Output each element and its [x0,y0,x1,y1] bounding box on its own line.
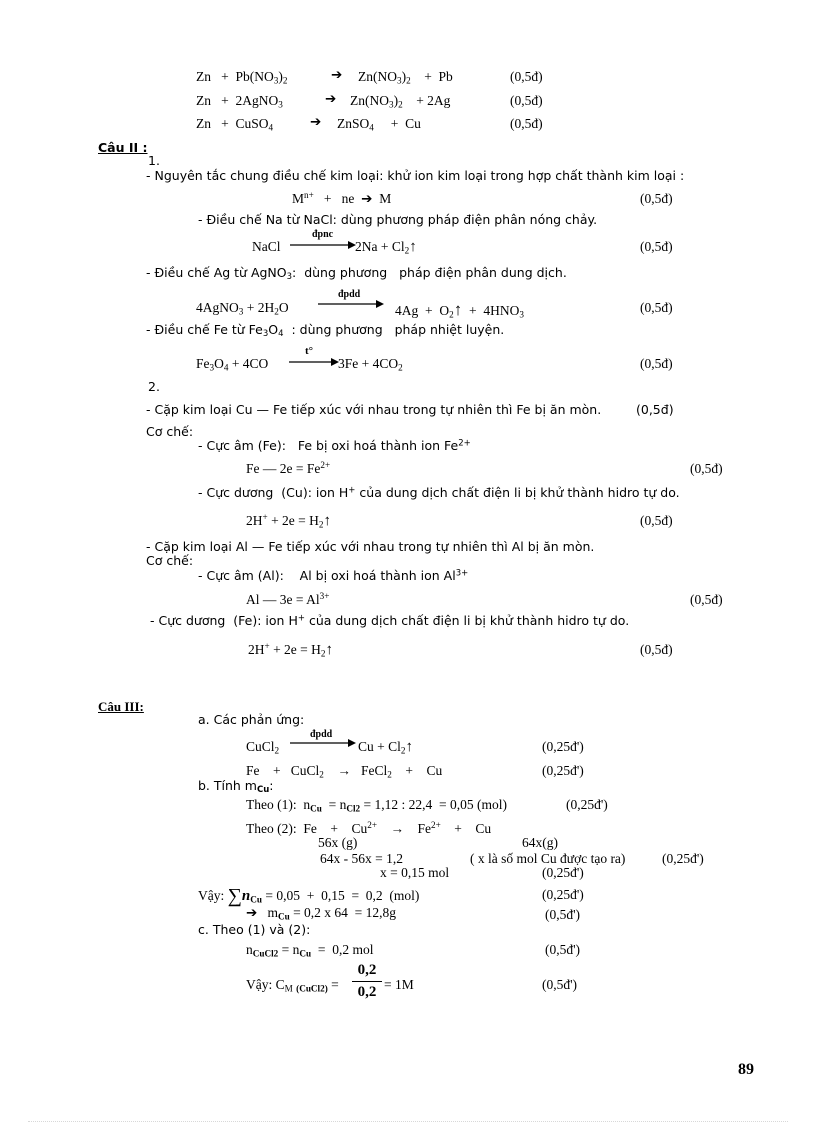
score: (0,5đ') [545,942,581,957]
na-method-text: - Điều chế Na từ NaCl: dùng phương pháp điện phân nóng chảy. [198,212,598,227]
al-anode-text: - Cực âm (Al): Al bị oxi hoá thành ion $Al^{3+}$ [198,568,469,583]
score: (0,5đ) [640,191,673,206]
arrow-icon: ➔ [331,67,343,82]
principle-text: - Nguyên tắc chung điều chế kim loại: khử ion kim loại trong hợp chất thành kim loại : [146,168,685,183]
arrow-icon: ➔ [325,91,337,106]
mass-fe: 56x (g) [318,835,358,850]
cu-cathode-text: - Cực dương (Cu): ion H+ của dung dịch chất điện li bị khử thành hidro tự do. [198,485,680,500]
fe-anode-eq: Fe — $2e = Fe^{2+}$ [246,459,331,476]
sigma-icon: ∑ [227,885,242,907]
cu-fe-text: - Cặp kim loại Cu — Fe tiếp xúc với nhau trong tự nhiên thì Fe bị ăn mòn. [146,402,602,417]
fe-cathode-text: - Cực dương (Fe): ion H+ của dung dịch chất điện li bị khử thành hidro tự do. [150,613,630,628]
note-x: ( x là số mol Cu được tạo ra) [470,851,626,866]
score: (0,25đ') [566,797,608,812]
h-eq-2: $2H^+ + 2e = H_2↑$ [248,640,333,659]
mass-result: ➔ $m_{Cu} = 0,2$ x 64 = 12,8g [246,905,397,922]
arrow-icon: → [337,763,351,778]
theo-2: Theo (2): Fe + $Cu^{2+}$ → $Fe^{2+}$ + Cu [246,819,492,836]
intro-reaction-3: Zn + CuSO$_4$ [196,116,274,133]
al-anode-eq: Al — $3e = Al^{3+}$ [246,590,330,607]
score: (0,5đ) [640,356,673,371]
intro-reaction-2: Zn + 2AgNO$_3$ [196,93,283,110]
score: (0,5đ) [640,300,673,315]
intro-product-2: $Zn(NO_3)_2$ + 2Ag [350,93,451,110]
long-arrow-icon [318,299,384,309]
mechanism-label: Cơ chế: [146,424,194,439]
condition-label: đpdd [338,289,361,300]
arrow-icon: → [390,821,404,836]
intro-product-1: $Zn(NO_3)_2$ + Pb [358,69,453,86]
fraction-numerator: 0,2 [357,962,377,978]
fe-eq-right: $3Fe + 4CO_2$ [338,356,403,373]
score: (0,5đ) [640,513,673,528]
mass-difference: 64x - 56x = 1,2 [320,851,403,866]
condition-label: đpdd [310,729,333,740]
score: (0,25đ') [542,865,584,880]
score: (0,25đ') [542,763,584,778]
score: (0,5đ) [510,69,543,84]
score: (0,5đ) [640,239,673,254]
concentration-label: Vậy: $C_M$ $_{(CuCl2)}$ = [246,977,339,994]
score: (0,5đ) [690,461,723,476]
fe-anode-text: - Cực âm (Fe): Fe bị oxi hoá thành ion $Fe^{2+}$ [198,438,471,453]
part-number: 2. [148,379,160,394]
part-number: 1. [148,153,160,168]
fraction-bar [352,981,382,982]
ag-eq-right: $4Ag + O_2↑ + 4HNO_3$ [395,300,524,320]
section-heading-cau-2: Câu II : [98,140,148,155]
score: (0,5đ) [640,642,673,657]
score: (0,5đ) [636,402,674,417]
long-arrow-icon [290,240,356,250]
score: (0,25đ') [542,887,584,902]
fraction-denominator: 0,2 [357,984,377,1001]
h-eq: $2H^+ + 2e = H_2↑$ [246,511,331,530]
score: (0,25đ') [662,851,704,866]
mass-cu: 64x(g) [522,835,558,850]
score: (0,25đ') [542,739,584,754]
arrow-icon: ➔ [246,905,258,920]
fe-eq-left: $Fe_3O_4 + 4CO$ [196,356,269,373]
al-fe-text: - Cặp kim loại Al — Fe tiếp xúc với nhau trong tự nhiên thì Al bị ăn mòn. [146,539,595,554]
fe-method-text: - Điều chế Fe từ $Fe_3O_4$ : dùng phương pháp nhiệt luyện. [146,322,505,340]
score: (0,5đ) [690,592,723,607]
x-value: x = 0,15 mol [380,865,450,880]
score: (0,5đ') [545,907,581,922]
intro-product-3: ZnSO$_4$ + Cu [337,116,421,133]
ag-eq-left: 4AgNO$_3$ + $2H_2O$ [196,300,289,317]
concentration-fraction [352,962,382,1001]
reaction-1-right: $Cu + Cl_2↑$ [358,739,413,756]
na-eq-right: $2Na + Cl_2↑$ [355,239,417,256]
score: (0,5đ) [510,93,543,108]
moles-cucl2: $n_{CuCl2} = n_{Cu} = 0,2$ mol [246,942,374,959]
long-arrow-icon [290,738,356,748]
page-number: 89 [738,1061,754,1078]
mechanism-label: Cơ chế: [146,553,194,568]
ag-method-text: - Điều chế Ag từ AgNO$_3$: dùng phương pháp điện phân dung dịch. [146,265,567,283]
part-a-label: a. Các phản ứng: [198,712,305,727]
theo-1: Theo (1): $n_{Cu} = n_{Cl2} = 1,12$ : 22,4 = 0,05 (mol) [246,797,507,814]
condition-label: t° [305,345,314,357]
part-c-label: c. Theo (1) và (2): [198,922,311,937]
na-eq-left: NaCl [252,239,281,254]
reaction-1-left: CuCl$_2$ [246,739,280,756]
footer-divider [28,1121,788,1122]
concentration-result: = 1M [384,977,414,992]
sum-moles: Vậy: $\sum n_{Cu} = 0,05 + 0,15 = 0,2$ (mol) [198,885,420,907]
part-b-label: b. Tính $m_{Cu}$: [198,778,274,796]
score: (0,5đ') [542,977,578,992]
section-heading-cau-3: Câu III: [98,699,144,714]
intro-reaction-1: $Zn + Pb(NO_3)_2$ [196,69,288,86]
equation-m: $M^{n+}$ + ne ➔ M [292,189,392,206]
long-arrow-icon [289,357,339,367]
score: (0,5đ) [510,116,543,131]
condition-label: đpnc [312,229,334,240]
arrow-icon: ➔ [310,114,322,129]
reaction-2: Fe + CuCl$_2$ → FeCl$_2$ + Cu [246,763,443,780]
arrow-icon: ➔ [361,191,373,206]
